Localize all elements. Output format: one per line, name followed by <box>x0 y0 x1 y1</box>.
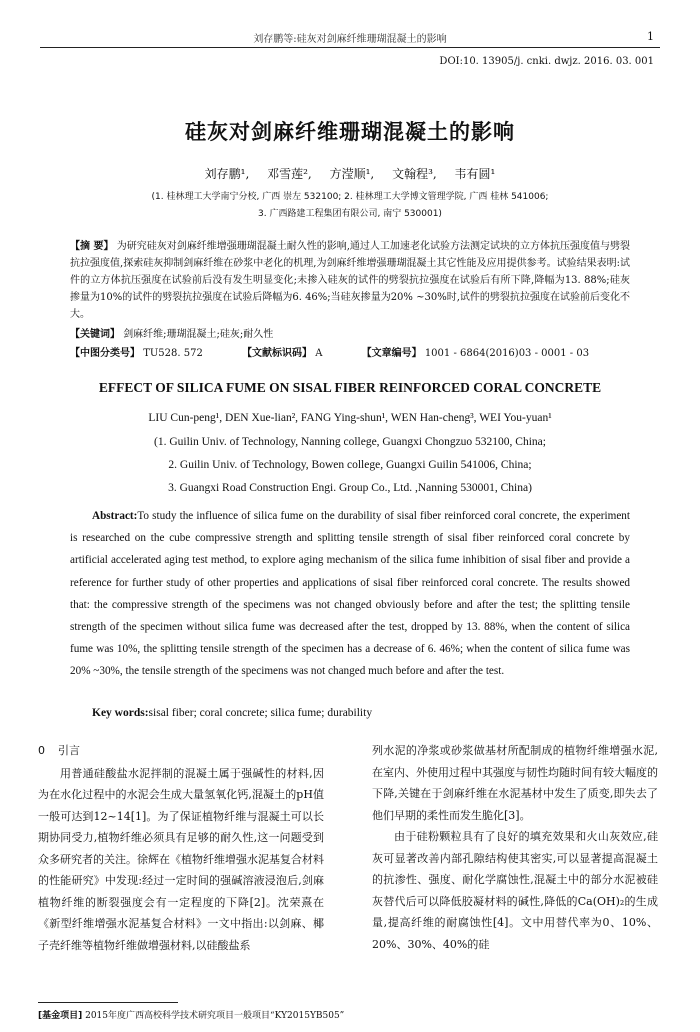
classification-line <box>70 344 630 359</box>
affiliation-en-line: 2. Guilin Univ. of Technology, Bowen college, Guangxi Guilin 541006, China; <box>168 459 532 471</box>
abstract-en-label: Abstract: <box>92 510 138 522</box>
author-cn: 方滢顺¹, <box>329 167 375 181</box>
page-number: 1 <box>647 30 654 43</box>
abstract-cn-label: 【摘 要】 <box>70 241 114 252</box>
paper-title-cn: 硅灰对剑麻纤维珊瑚混凝土的影响 <box>185 120 515 144</box>
clc-label: 【中图分类号】 <box>70 348 140 359</box>
footnote-rule <box>38 1002 178 1003</box>
body-column-left <box>38 740 324 956</box>
affiliation-en-line: (1. Guilin Univ. of Technology, Nanning college, Guangxi Chongzuo 532100, China; <box>154 436 546 448</box>
keywords-en-text: sisal fiber; coral concrete; silica fume; durability <box>148 707 373 719</box>
abstract-en-text: To study the influence of silica fume on the durability of sisal fiber reinforced coral concrete, the experiment is researched on the cube compressive strength and splitting tensile strength of sisal fiber reinforced coral concrete by artificial accelerated aging test method, to explore aging mechanism of the silica fume inhibition of sisal fiber and provide a reference for further study of other properties and applications of sisal fiber reinforced coral concrete. The results showed that: the compressive strength of the specimens was not changed obviously before and after the test; the splitting tensile strength of the specimen without silica fume was decreased after the test, dropped by 13. 88%, when the content of silica fume was 10%, the splitting tensile strength of the specimen has a decrease of 6. 46%; when the content of silica fume was 20% ~30%, the tensile strength of the specimens was not changed much before and after the test. <box>70 510 630 678</box>
authors-cn <box>0 165 700 182</box>
section-number: 0 <box>38 744 45 757</box>
affiliation-cn-line: (1. 桂林理工大学南宁分校, 广西 崇左 532100; 2. 桂林理工大学博文管理学院, 广西 桂林 541006; <box>151 192 549 202</box>
article-no-label: 【文章编号】 <box>361 348 422 359</box>
body-paragraph: 列水泥的净浆或砂浆做基材所配制成的植物纤维增强水泥,在室内、外使用过程中其强度与韧性均随时间有较大幅度的下降,关键在于剑麻纤维在水泥基材中发生了质变,即失去了他们早期的柔性而发生脆化[3]。 <box>372 744 658 822</box>
author-cn: 刘存鹏¹, <box>204 167 250 181</box>
body-column-right <box>372 740 658 955</box>
keywords-en <box>92 707 630 719</box>
body-paragraph: 用普通硅酸盐水泥拌制的混凝土属于强碱性的材料,因为在水化过程中的水泥会生成大量氢氧化钙,混凝土的pH值一般可达到12~14[1]。为了保证植物纤维与混凝土可以长期协同受力,植物纤维必须具有足够的耐久性,这一问题受到众多研究者的关注。徐辉在《植物纤维增强水泥基复合材料的性能研究》中发现:经过一定时间的强碱溶液浸泡后,剑麻植物纤维的断裂强度会有一定程度的下降[2]。沈荣熹在《新型纤维增强水泥基复合材料》一文中指出:以剑麻、椰子壳纤维等植物纤维做增强材料,以硅酸盐系 <box>38 766 324 952</box>
footnote-label: [基金项目] <box>38 1011 83 1021</box>
abstract-en <box>70 505 630 683</box>
doc-code-label: 【文献标识码】 <box>242 348 313 359</box>
footnote-text: 2015年度广西高校科学技术研究项目一般项目“KY2015YB505” <box>85 1011 345 1021</box>
section-heading <box>38 740 324 762</box>
paper-title-en: EFFECT OF SILICA FUME ON SISAL FIBER REINFORCED CORAL CONCRETE <box>98 380 602 395</box>
keywords-cn <box>70 325 630 340</box>
author-cn: 文翰程³, <box>392 167 437 181</box>
article-no-value: 1001 - 6864(2016)03 - 0001 - 03 <box>424 348 590 359</box>
clc-value: TU528. 572 <box>143 348 203 359</box>
abstract-cn <box>70 238 630 323</box>
affiliation-cn-line: 3. 广西路建工程集团有限公司, 南宁 530001) <box>258 209 442 219</box>
header-rule <box>40 47 660 48</box>
funding-footnote <box>38 1008 344 1021</box>
author-cn: 韦有圆¹ <box>454 167 496 181</box>
running-title: 刘存鹏等:硅灰对剑麻纤维珊瑚混凝土的影响 <box>253 34 447 45</box>
body-paragraph: 由于硅粉颗粒具有了良好的填充效果和火山灰效应,硅灰可显著改善内部孔隙结构使其密实,可以显著提高混凝土的抗渗性、强度、耐化学腐蚀性,混凝土中的部分水泥被硅灰替代后可以降低胶凝材料的碱性,降低的Ca(OH)₂的生成量,提高纤维的耐腐蚀性[4]。文中用替代率为0、10%、20%、30%、40%的硅 <box>372 830 658 951</box>
keywords-cn-label: 【关键词】 <box>70 329 120 340</box>
authors-en: LIU Cun-peng¹, DEN Xue-lian², FANG Ying-shun¹, WEN Han-cheng³, WEI You-yuan¹ <box>148 412 552 424</box>
keywords-en-label: Key words: <box>92 707 149 719</box>
doi-line: DOI:10. 13905/j. cnki. dwjz. 2016. 03. 001 <box>439 56 654 67</box>
keywords-cn-text: 剑麻纤维;珊瑚混凝土;硅灰;耐久性 <box>123 329 274 340</box>
author-cn: 邓雪莲², <box>267 167 312 181</box>
abstract-cn-text: 为研究硅灰对剑麻纤维增强珊瑚混凝土耐久性的影响,通过人工加速老化试验方法测定试块的立方体抗压强度值与劈裂抗拉强度值,探索硅灰抑制剑麻纤维在砂浆中老化的机理,为剑麻纤维增强珊瑚混凝土其它性能及应用提供参考。试验结果表明:试件的立方体抗压强度在试验前后没有发生明显变化;未掺入硅灰的试件的劈裂抗拉强度在试验后有所下降,降幅为13. 88%;硅灰掺量为10%的试件的劈裂抗拉强度在试验后降幅为6. 46%;当硅灰掺量为20% ~30%时,试件的劈裂抗拉强度在试验前后变化不大。 <box>70 241 630 320</box>
section-title: 引言 <box>58 744 80 757</box>
affiliation-en-line: 3. Guangxi Road Construction Engi. Group Co., Ltd. ,Nanning 530001, China) <box>168 482 532 494</box>
doc-code-value: A <box>315 348 323 359</box>
